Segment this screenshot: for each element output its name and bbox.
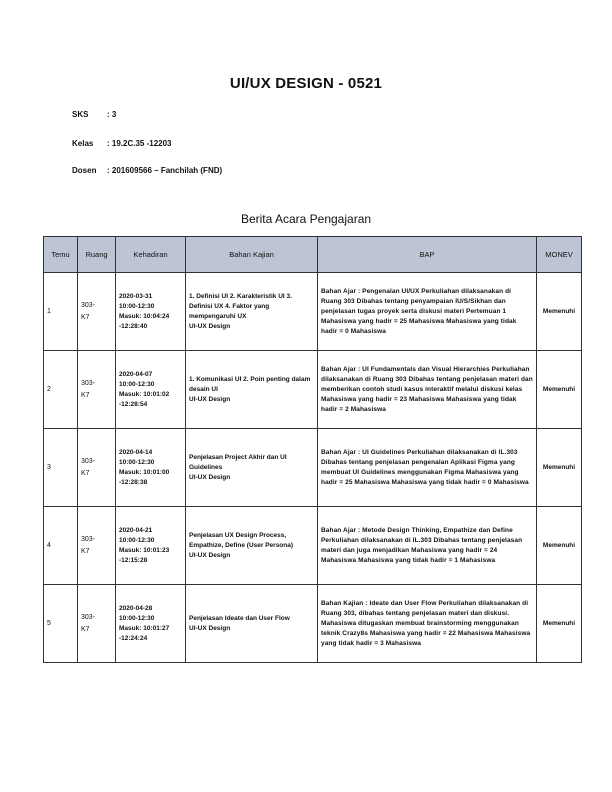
- sks-label: SKS: [72, 110, 89, 119]
- kelas-value: : 19.2C.35 -12203: [107, 139, 172, 148]
- column-header-monev: MONEV: [537, 237, 582, 273]
- table-row: [44, 351, 582, 429]
- column-header-bap: BAP: [318, 237, 537, 273]
- temu-cell: 4: [44, 507, 78, 585]
- bahan-kajian-cell: Penjelasan Ideate dan User Flow UI-UX Design: [186, 585, 318, 663]
- bap-cell: Bahan Kajian : Ideate dan User Flow Perkuliahan dilaksanakan di Ruang 303, dibahas tentang penjelasan materi dan diskusi. Mahasiswa ditugaskan membuat brainstorming menggunakan teknik Crazy8s Mahasiswa yang hadir = 22 Mahasiswa Mahasiswa yang tidak hadir = 3 Mahasiswa: [318, 585, 537, 663]
- meta-kelas: [72, 139, 172, 149]
- ruang-cell: 303- K7: [78, 273, 116, 351]
- table-header-row: [44, 237, 582, 273]
- bahan-kajian-cell: 1. Definisi UI 2. Karakteristik UI 3. Definisi UX 4. Faktor yang mempengaruhi UX UI-UX Design: [186, 273, 318, 351]
- ruang-cell: 303- K7: [78, 585, 116, 663]
- kehadiran-cell: 2020-04-14 10:00-12:30 Masuk: 10:01:00 -12:28:38: [116, 429, 186, 507]
- dosen-label: Dosen: [72, 166, 97, 175]
- monev-cell: Memenuhi: [537, 585, 582, 663]
- ruang-cell: 303- K7: [78, 507, 116, 585]
- sks-value: : 3: [107, 110, 117, 119]
- dosen-value: : 201609566 – Fanchilah (FND): [107, 166, 223, 175]
- table-row: [44, 273, 582, 351]
- bap-cell: Bahan Ajar : Metode Design Thinking, Empathize dan Define Perkuliahan dilaksanakan di IL.303 Dibahas tentang penjelasan materi dan juga menjadikan Mahasiswa yang hadir = 24 Mahasiswa Mahasiswa yang tidak hadir = 1 Mahasiswa: [318, 507, 537, 585]
- bap-table: [43, 236, 582, 663]
- kehadiran-cell: 2020-04-07 10:00-12:30 Masuk: 10:01:02 -12:28:54: [116, 351, 186, 429]
- table-row: [44, 429, 582, 507]
- bap-cell: Bahan Ajar : UI Guidelines Perkuliahan dilaksanakan di IL.303 Dibahas tentang penjelasan pengenalan Aplikasi Figma yang membuat UI Guidelines menggunakan Figma Mahasiswa yang hadir = 25 Mahasiswa Mahasiswa yang tidak hadir = 0 Mahasiswa: [318, 429, 537, 507]
- page-title: UI/UX DESIGN - 0521: [229, 75, 383, 92]
- kehadiran-cell: 2020-03-31 10:00-12:30 Masuk: 10:04:24 -12:28:40: [116, 273, 186, 351]
- ruang-cell: 303- K7: [78, 351, 116, 429]
- bahan-kajian-cell: 1. Komunikasi UI 2. Poin penting dalam desain UI UI-UX Design: [186, 351, 318, 429]
- monev-cell: Memenuhi: [537, 507, 582, 585]
- meta-sks: [72, 110, 116, 120]
- kehadiran-cell: 2020-04-21 10:00-12:30 Masuk: 10:01:23 -12:15:28: [116, 507, 186, 585]
- monev-cell: Memenuhi: [537, 429, 582, 507]
- temu-cell: 2: [44, 351, 78, 429]
- kehadiran-cell: 2020-04-28 10:00-12:30 Masuk: 10:01:27 -12:24:24: [116, 585, 186, 663]
- section-title: Berita Acara Pengajaran: [240, 212, 372, 226]
- temu-cell: 5: [44, 585, 78, 663]
- table-row: [44, 585, 582, 663]
- bahan-kajian-cell: Penjelasan UX Design Process, Empathize, Define (User Persona) UI-UX Design: [186, 507, 318, 585]
- column-header-bahan-kajian: Bahan Kajian: [186, 237, 318, 273]
- column-header-ruang: Ruang: [78, 237, 116, 273]
- bahan-kajian-cell: Penjelasan Project Akhir dan UI Guidelines UI-UX Design: [186, 429, 318, 507]
- ruang-cell: 303- K7: [78, 429, 116, 507]
- column-header-temu: Temu: [44, 237, 78, 273]
- bap-cell: Bahan Ajar : UI Fundamentals dan Visual Hierarchies Perkuliahan dilaksanakan di Ruang 303 Dibahas tentang penjelasan materi dan memberikan contoh studi kasus interaktif melalui diskusi kelas Mahasiswa yang hadir = 23 Mahasiswa Mahasiswa yang tidak hadir = 2 Mahasiswa: [318, 351, 537, 429]
- temu-cell: 1: [44, 273, 78, 351]
- kelas-label: Kelas: [72, 139, 94, 148]
- meta-dosen: [72, 166, 222, 176]
- column-header-kehadiran: Kehadiran: [116, 237, 186, 273]
- monev-cell: Memenuhi: [537, 351, 582, 429]
- bap-cell: Bahan Ajar : Pengenalan UI/UX Perkuliahan dilaksanakan di Ruang 303 Dibahas tentang penyampaian IU/S/Sikhan dan penjelasan tugas proyek serta diskusi materi Pertemuan 1 Mahasiswa yang hadir = 25 Mahasiswa Mahasiswa yang tidak hadir = 0 Mahasiswa: [318, 273, 537, 351]
- table-row: [44, 507, 582, 585]
- temu-cell: 3: [44, 429, 78, 507]
- monev-cell: Memenuhi: [537, 273, 582, 351]
